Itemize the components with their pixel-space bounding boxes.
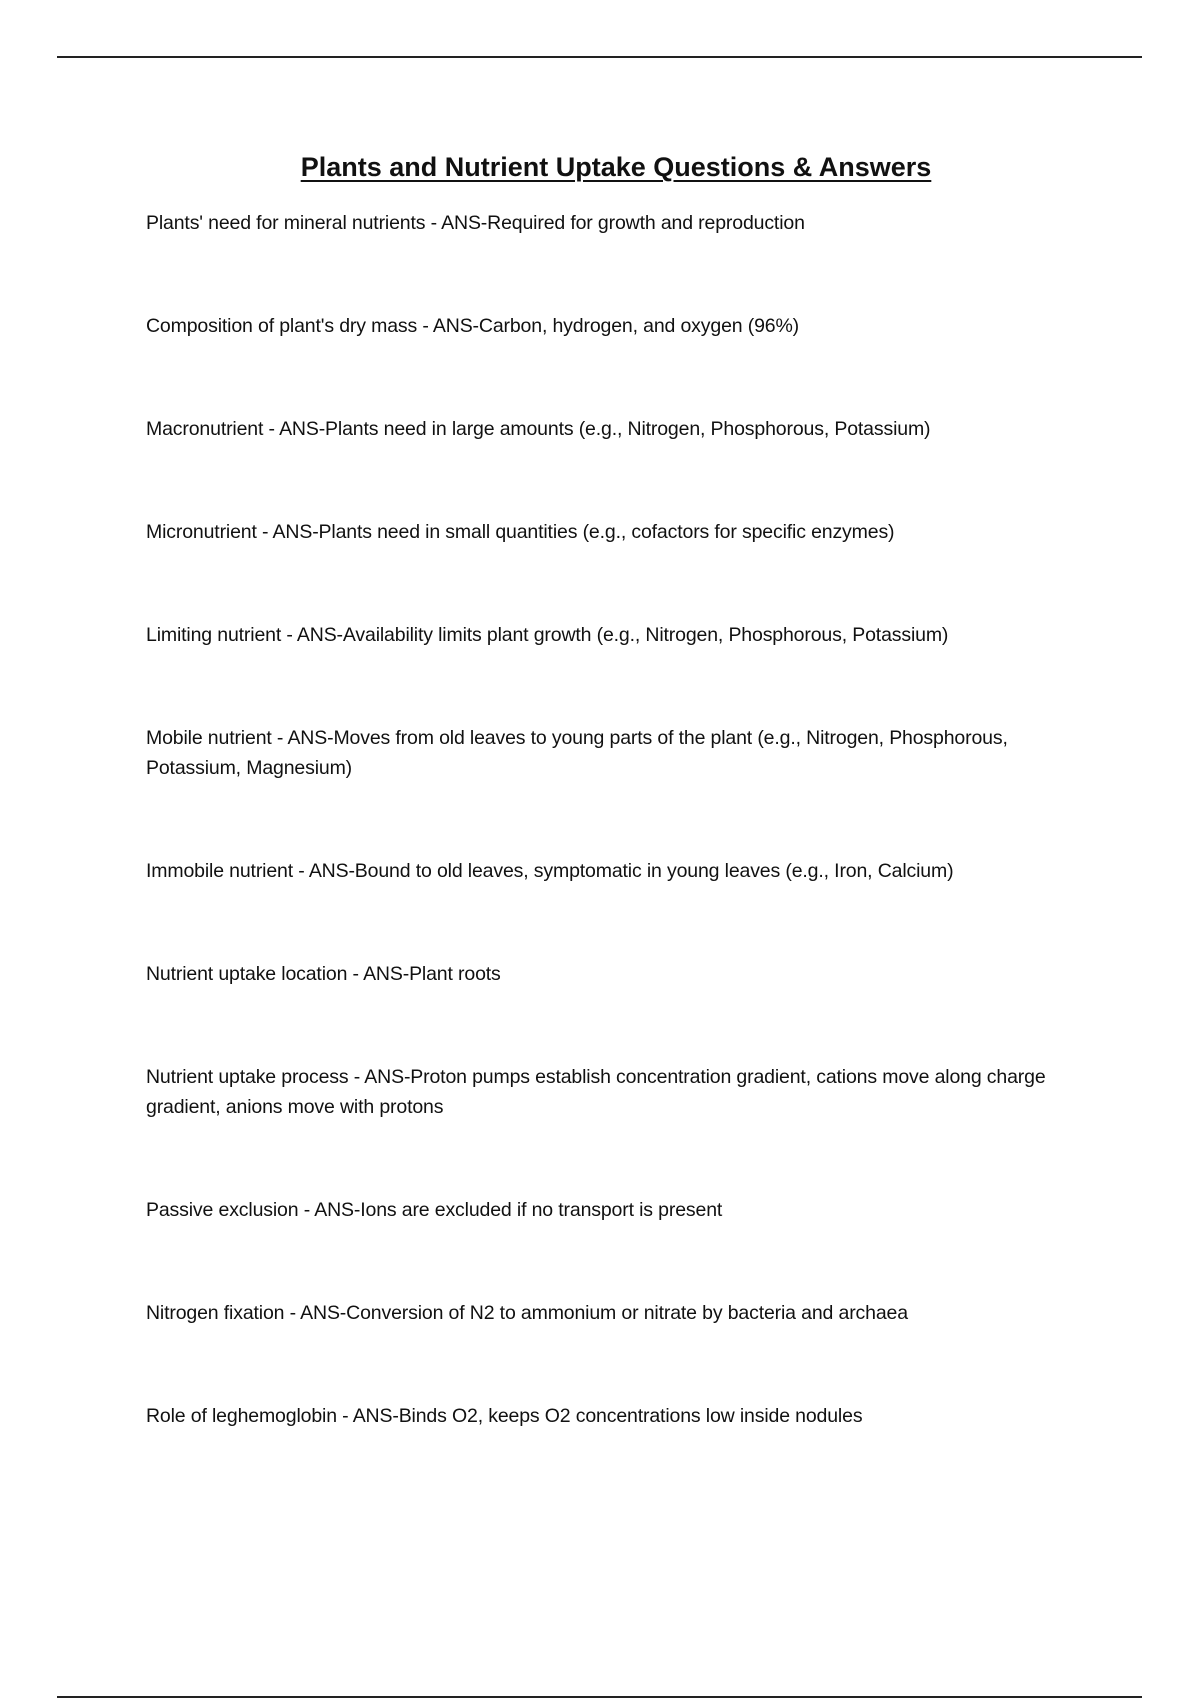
qa-entry-2: Composition of plant's dry mass - ANS-Carbon, hydrogen, and oxygen (96%) [146,315,800,337]
header-rule [57,56,1142,58]
qa-entry-1: Plants' need for mineral nutrients - ANS-Required for growth and reproduction [146,212,805,234]
qa-entry-9: Nutrient uptake process - ANS-Proton pumps establish concentration gradient, cations move along charge gradient, anions move with protons [146,1066,1046,1118]
qa-entry-6: Mobile nutrient - ANS-Moves from old leaves to young parts of the plant (e.g., Nitrogen, Phosphorous, Potassium, Magnesium) [146,727,1008,779]
qa-entry-12: Role of leghemoglobin - ANS-Binds O2, keeps O2 concentrations low inside nodules [146,1405,863,1427]
qa-entry-3: Macronutrient - ANS-Plants need in large amounts (e.g., Nitrogen, Phosphorous, Potassium) [146,418,931,440]
qa-entry-4: Micronutrient - ANS-Plants need in small quantities (e.g., cofactors for specific enzymes) [146,521,895,543]
qa-entry-5: Limiting nutrient - ANS-Availability limits plant growth (e.g., Nitrogen, Phosphorous, Potassium) [146,624,949,646]
qa-entry-11: Nitrogen fixation - ANS-Conversion of N2 to ammonium or nitrate by bacteria and archaea [146,1302,908,1324]
footer-rule [57,1696,1142,1698]
qa-entry-7: Immobile nutrient - ANS-Bound to old leaves, symptomatic in young leaves (e.g., Iron, Calcium) [146,860,954,882]
page-title [0,147,1200,187]
qa-entry-10: Passive exclusion - ANS-Ions are excluded if no transport is present [146,1199,723,1221]
qa-entry-8: Nutrient uptake location - ANS-Plant roots [146,963,501,985]
page-title-text: Plants and Nutrient Uptake Questions & Answers [300,152,932,182]
